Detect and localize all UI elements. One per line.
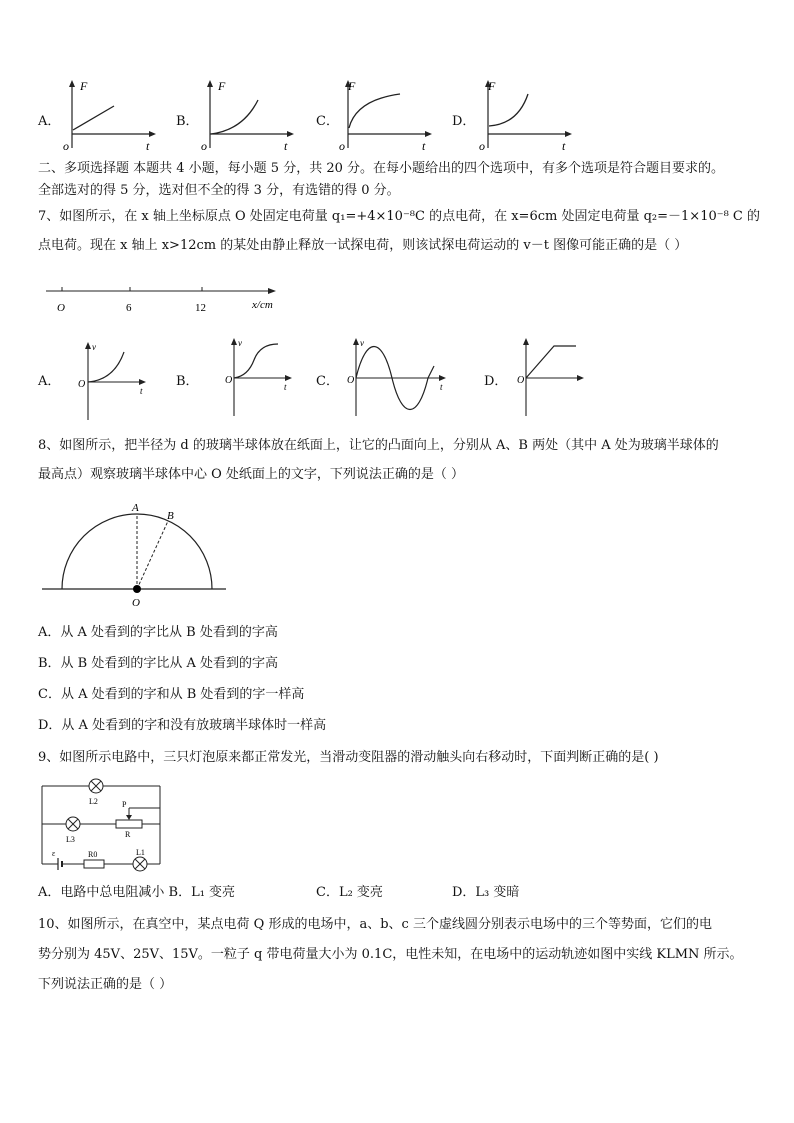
svg-text:F: F: [348, 79, 356, 93]
svg-text:o: o: [479, 139, 485, 153]
svg-text:o: o: [201, 139, 207, 153]
q7-x-axis-figure: [44, 280, 284, 316]
svg-text:L1: L1: [136, 848, 145, 857]
svg-text:v: v: [360, 338, 364, 348]
lamp-l3-icon: [66, 817, 80, 831]
q8-option-b[interactable]: B．从 B 处看到的字比从 A 处看到的字高: [38, 656, 279, 671]
lamp-l1-icon: [133, 857, 147, 871]
svg-text:t: t: [284, 382, 287, 392]
q9-stem: 9、如图所示电路中，三只灯泡原来都正常发光，当滑动变阻器的滑动触头向右移动时，下面判断正确的是( ): [38, 750, 659, 765]
q6-option-b-label[interactable]: B．: [176, 114, 199, 129]
svg-text:F: F: [218, 79, 226, 93]
svg-text:v: v: [92, 342, 96, 352]
q9-circuit-figure: [36, 776, 170, 876]
q7-stem-line1: 7、如图所示，在 x 轴上坐标原点 O 处固定电荷量 q₁=+4×10⁻⁸C 的点电荷，在 x=6cm 处固定电荷量 q₂=－1×10⁻⁸ C 的: [38, 209, 761, 224]
section2-line1: 二、多项选择题 本题共 4 小题，每小题 5 分，共 20 分。在每小题给出的四个选项中，有多个选项是符合题目要求的。: [38, 161, 725, 176]
q8-stem-line1: 8、如图所示，把半径为 d 的玻璃半球体放在纸面上，让它的凸面向上，分别从 A、B 两处（其中 A 处为玻璃半球体的: [38, 438, 719, 453]
q7-graph-d: [514, 336, 590, 420]
svg-text:t: t: [440, 382, 443, 392]
q6-graph-b: [198, 78, 298, 156]
svg-text:O: O: [78, 379, 86, 390]
q7-option-d-label[interactable]: D．: [484, 374, 508, 389]
q8-label-o: O: [132, 597, 140, 609]
svg-text:L3: L3: [66, 835, 75, 844]
q8-hemisphere-figure: [40, 498, 230, 610]
q6-graph-c: [336, 78, 436, 156]
svg-text:R: R: [125, 830, 131, 839]
q8-label-b: B: [167, 510, 174, 522]
svg-text:F: F: [488, 79, 496, 93]
q8-label-a: A: [132, 502, 139, 514]
svg-text:ε: ε: [52, 849, 56, 858]
q7-tick-12: 12: [195, 302, 206, 314]
q6-graph-d: [476, 78, 576, 156]
q6-option-c-label[interactable]: C．: [316, 114, 339, 129]
q10-stem-line3: 下列说法正确的是（ ）: [38, 977, 173, 992]
svg-text:L2: L2: [89, 797, 98, 806]
q8-stem-line2: 最高点）观察玻璃半球体中心 O 处纸面上的文字，下列说法正确的是（ ）: [38, 467, 465, 482]
svg-text:t: t: [284, 139, 288, 153]
svg-text:t: t: [422, 139, 426, 153]
q8-option-c[interactable]: C．从 A 处看到的字和从 B 处看到的字一样高: [38, 687, 305, 702]
q7-axis-unit: x/cm: [252, 299, 273, 311]
rheostat-r-icon: [116, 820, 142, 828]
svg-text:t: t: [140, 386, 143, 396]
svg-text:P: P: [122, 800, 127, 809]
q9-option-c[interactable]: C．L₂ 变亮: [316, 885, 383, 900]
svg-text:R0: R0: [88, 850, 98, 859]
q6-option-a-label[interactable]: A．: [38, 114, 61, 129]
svg-text:O: O: [347, 375, 355, 386]
svg-text:O: O: [225, 375, 233, 386]
q8-option-d[interactable]: D．从 A 处看到的字和没有放玻璃半球体时一样高: [38, 718, 327, 733]
svg-text:O: O: [517, 375, 525, 386]
q9-option-d[interactable]: D．L₃ 变暗: [452, 885, 520, 900]
q9-option-ab[interactable]: A．电路中总电阻减小 B．L₁ 变亮: [38, 885, 236, 900]
lamp-l2-icon: [89, 779, 103, 793]
q7-option-c-label[interactable]: C．: [316, 374, 339, 389]
q8-option-a[interactable]: A．从 A 处看到的字比从 B 处看到的字高: [38, 625, 278, 640]
battery-icon: [58, 858, 62, 870]
svg-text:o: o: [63, 139, 69, 153]
q6-graph-a: [60, 78, 160, 156]
svg-text:F: F: [80, 79, 88, 93]
q7-graph-b: [222, 336, 302, 420]
q7-tick-6: 6: [126, 302, 132, 314]
section2-line2: 全部选对的得 5 分，选对但不全的得 3 分，有选错的得 0 分。: [38, 183, 400, 198]
resistor-r0-icon: [84, 860, 104, 868]
q7-option-b-label[interactable]: B．: [176, 374, 199, 389]
q7-option-a-label[interactable]: A．: [38, 374, 61, 389]
svg-text:t: t: [562, 139, 566, 153]
q7-tick-o: O: [57, 302, 65, 314]
svg-text:t: t: [146, 139, 150, 153]
svg-text:v: v: [238, 338, 242, 348]
q6-option-d-label[interactable]: D．: [452, 114, 476, 129]
q10-stem-line1: 10、如图所示，在真空中，某点电荷 Q 形成的电场中，a、b、c 三个虚线圆分别表示电场中的三个等势面，它们的电: [38, 917, 712, 932]
q7-stem-line2: 点电荷。现在 x 轴上 x>12cm 的某处由静止释放一试探电荷，则该试探电荷运动的 v－t 图像可能正确的是（ ）: [38, 238, 688, 253]
q7-graph-a: [74, 340, 154, 424]
q10-stem-line2: 势分别为 45V、25V、15V。一粒子 q 带电荷量大小为 0.1C，电性未知，在电场中的运动轨迹如图中实线 KLMN 所示。: [38, 947, 743, 962]
q7-graph-c: [344, 336, 454, 420]
svg-text:o: o: [339, 139, 345, 153]
